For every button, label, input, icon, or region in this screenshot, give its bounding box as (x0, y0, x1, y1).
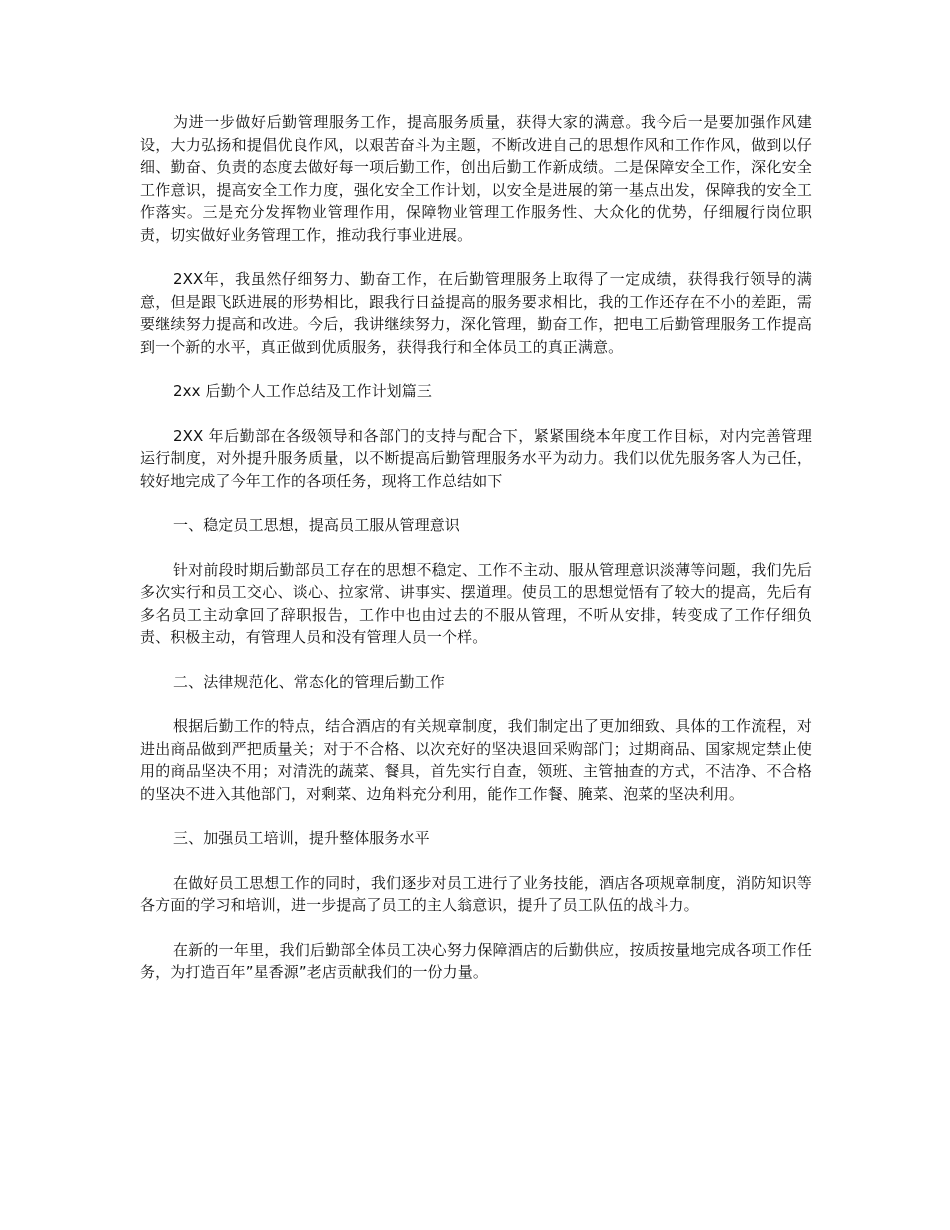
heading-stabilize-staff: 一、稳定员工思想，提高员工服从管理意识 (173, 516, 460, 534)
paragraph-staff-training: 在做好员工思想工作的同时，我们逐步对员工进行了业务技能，酒店各项规章制度，消防知识等各方面的学习和培训，进一步提高了员工的主人翁意识，提升了员工队伍的战斗力。 (140, 873, 812, 914)
section-title-part-three: 2xx 后勤个人工作总结及工作计划篇三 (173, 382, 432, 400)
paragraph-year-summary: 2XX年，我虽然仔细努力、勤奋工作，在后勤管理服务上取得了一定成绩，获得我行领导的满意，但是跟飞跃进展的形势相比，跟我行日益提高的服务要求相比，我的工作还存在不小的差距，需要继续努力提高和改进。今后，我讲继续努力，深化管理，勤奋工作，把电工后勤管理服务工作提高到一个新的水平，真正做到优质服务，获得我行和全体员工的真正满意。 (140, 270, 812, 356)
paragraph-standardize-management: 根据后勤工作的特点，结合酒店的有关规章制度，我们制定出了更加细致、具体的工作流程，对进出商品做到严把质量关；对于不合格、以次充好的坚决退回采购部门；过期商品、国家规定禁止使用的商品坚决不用；对清洗的蔬菜、餐具，首先实行自查，领班、主管抽查的方式，不洁净、不合格的坚决不进入其他部门，对剩菜、边角料充分利用，能作工作餐、腌菜、泡菜的坚决利用。 (140, 717, 812, 803)
paragraph-stabilize-staff: 针对前段时期后勤部员工存在的思想不稳定、工作不主动、服从管理意识淡薄等问题，我们先后多次实行和员工交心、谈心、拉家常、讲事实、摆道理。使员工的思想觉悟有了较大的提高，先后有多名员工主动拿回了辞职报告，工作中也由过去的不服从管理，不听从安排，转变成了工作仔细负责、积极主动，有管理人员和没有管理人员一个样。 (140, 560, 812, 646)
paragraph-department-overview: 2XX 年后勤部在各级领导和各部门的支持与配合下，紧紧围绕本年度工作目标，对内完善管理运行制度，对外提升服务质量，以不断提高后勤管理服务水平为动力。我们以优先服务客人为己任，较好地完成了今年工作的各项任务，现将工作总结如下 (140, 426, 812, 490)
heading-standardize-management: 二、法律规范化、常态化的管理后勤工作 (173, 672, 445, 691)
paragraph-new-year-goal: 在新的一年里，我们后勤部全体员工决心努力保障酒店的后勤供应，按质按量地完成各项工作任务，为打造百年”星香源”老店贡献我们的一份力量。 (140, 940, 812, 981)
document-body (140, 111, 812, 1006)
paragraph-work-plan-intro: 为进一步做好后勤管理服务工作，提高服务质量，获得大家的满意。我今后一是要加强作风建设，大力弘扬和提倡优良作风，以艰苦奋斗为主题，不断改进自己的思想作风和工作作风，做到以仔细、勤奋、负责的态度去做好每一项后勤工作，创出后勤工作新成绩。二是保障安全工作，深化安全工作意识，提高安全工作力度，强化安全工作计划，以安全是进展的第一基点出发，保障我的安全工作落实。三是充分发挥物业管理作用，保障物业管理工作服务性、大众化的优势，仔细履行岗位职责，切实做好业务管理工作，推动我行事业进展。 (140, 113, 812, 244)
heading-staff-training: 三、加强员工培训，提升整体服务水平 (173, 829, 430, 847)
